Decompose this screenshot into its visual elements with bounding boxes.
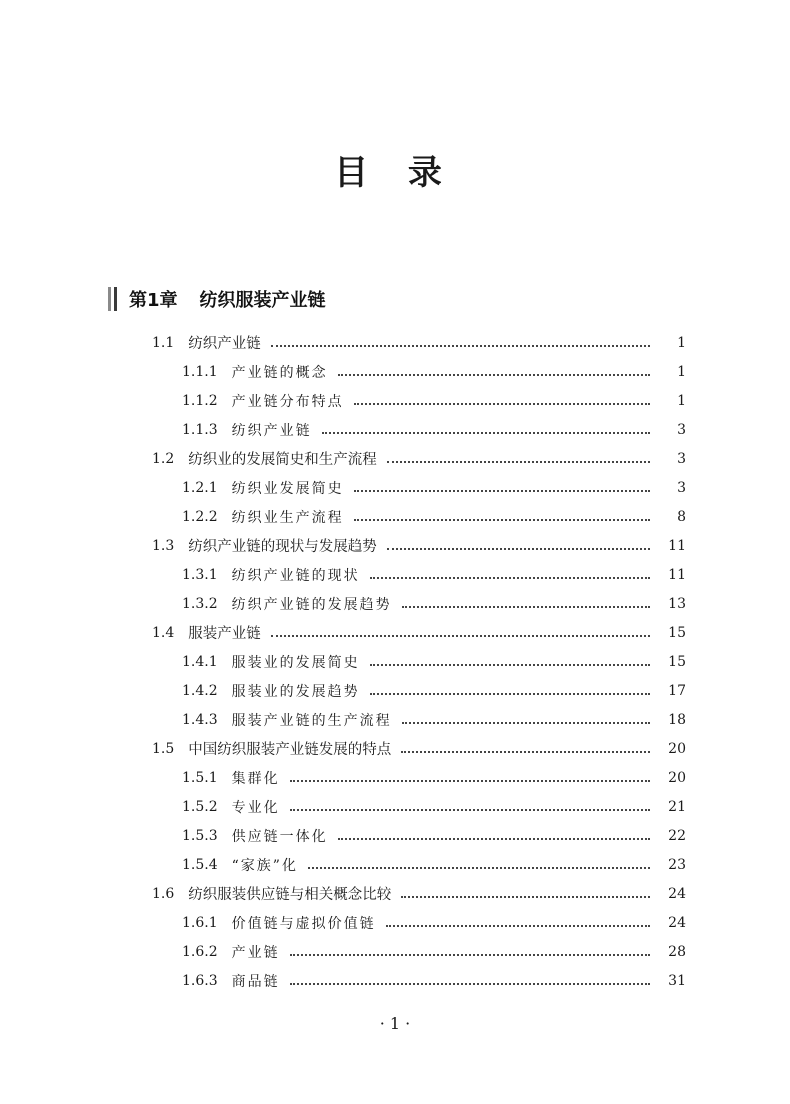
toc-entry-number: 1.2 <box>152 450 175 467</box>
toc-entry <box>0 589 790 618</box>
toc-entry-title: 纺织产业链的现状与发展趋势 <box>188 539 377 555</box>
toc-entry-number: 1.1.3 <box>182 421 218 438</box>
toc-entry <box>0 850 790 879</box>
toc-entry-page: 3 <box>677 421 686 438</box>
toc-entry <box>0 792 790 821</box>
toc-entry-page: 17 <box>668 682 686 699</box>
table-of-contents <box>0 328 790 995</box>
toc-entry-number: 1.3.2 <box>182 595 218 612</box>
dot-leader <box>401 751 650 753</box>
toc-entry <box>0 618 790 647</box>
dot-leader <box>402 606 650 608</box>
chapter-heading <box>108 286 326 312</box>
toc-entry-page: 20 <box>668 769 686 786</box>
toc-entry-title: 服装业的发展简史 <box>231 654 360 671</box>
toc-entry-number: 1.2.2 <box>182 508 218 525</box>
toc-entry-page: 31 <box>668 972 686 989</box>
toc-entry <box>0 966 790 995</box>
toc-entry <box>0 879 790 908</box>
toc-entry-page: 1 <box>677 334 686 351</box>
toc-entry <box>0 386 790 415</box>
toc-entry <box>0 676 790 705</box>
toc-entry-title: 产业链分布特点 <box>231 393 344 410</box>
toc-entry-title: 纺织产业链的现状 <box>231 567 360 584</box>
toc-entry-page: 15 <box>668 624 686 641</box>
chapter-number: 第1章 <box>129 290 178 311</box>
toc-entry-page: 11 <box>668 537 686 554</box>
toc-entry-page: 22 <box>668 827 686 844</box>
toc-entry-number: 1.6.1 <box>182 914 218 931</box>
chapter-title: 纺织服装产业链 <box>199 290 326 311</box>
toc-entry <box>0 647 790 676</box>
toc-entry-title: 纺织业发展简史 <box>231 480 344 497</box>
dot-leader <box>290 780 650 782</box>
toc-entry-page: 24 <box>668 885 686 902</box>
dot-leader <box>370 577 650 579</box>
toc-entry-number: 1.1.2 <box>182 392 218 409</box>
toc-entry-number: 1.6.2 <box>182 943 218 960</box>
toc-entry <box>0 734 790 763</box>
toc-entry-title: 纺织产业链 <box>231 422 312 439</box>
toc-entry-number: 1.6.3 <box>182 972 218 989</box>
toc-entry-number: 1.4.3 <box>182 711 218 728</box>
page-title: 目 录 <box>334 153 456 193</box>
toc-entry-title: 商品链 <box>231 973 280 990</box>
toc-entry <box>0 763 790 792</box>
toc-entry-title: 纺织产业链 <box>188 336 261 352</box>
dot-leader <box>402 722 650 724</box>
dot-leader <box>338 374 650 376</box>
toc-entry-number: 1.5 <box>152 740 175 757</box>
toc-entry-number: 1.4.2 <box>182 682 218 699</box>
toc-entry-title: 纺织业的发展简史和生产流程 <box>188 452 377 468</box>
dot-leader <box>370 664 650 666</box>
page-number: · 1 · <box>379 1014 411 1033</box>
toc-entry <box>0 705 790 734</box>
toc-entry <box>0 821 790 850</box>
dot-leader <box>387 461 650 463</box>
toc-entry-title: 专业化 <box>231 799 280 816</box>
toc-entry-number: 1.3.1 <box>182 566 218 583</box>
toc-entry-page: 3 <box>677 450 686 467</box>
dot-leader <box>387 548 650 550</box>
toc-entry-number: 1.1 <box>152 334 175 351</box>
toc-entry <box>0 328 790 357</box>
toc-entry <box>0 502 790 531</box>
toc-entry-title: 纺织业生产流程 <box>231 509 344 526</box>
dot-leader <box>290 809 650 811</box>
toc-entry-page: 28 <box>668 943 686 960</box>
toc-entry-page: 1 <box>677 363 686 380</box>
dot-leader <box>401 896 650 898</box>
toc-entry-page: 24 <box>668 914 686 931</box>
toc-entry-number: 1.2.1 <box>182 479 218 496</box>
dot-leader <box>290 983 650 985</box>
dot-leader <box>271 635 650 637</box>
toc-entry <box>0 415 790 444</box>
toc-entry <box>0 937 790 966</box>
toc-entry <box>0 908 790 937</box>
toc-entry-title: 服装业的发展趋势 <box>231 683 360 700</box>
toc-entry-page: 8 <box>677 508 686 525</box>
toc-entry-title: 供应链一体化 <box>231 828 328 845</box>
toc-entry-page: 23 <box>668 856 686 873</box>
toc-entry-page: 13 <box>668 595 686 612</box>
dot-leader <box>370 693 650 695</box>
toc-entry-number: 1.1.1 <box>182 363 218 380</box>
toc-entry-page: 18 <box>668 711 686 728</box>
toc-entry <box>0 473 790 502</box>
dot-leader <box>354 403 650 405</box>
toc-entry-page: 1 <box>677 392 686 409</box>
toc-entry-number: 1.3 <box>152 537 175 554</box>
dot-leader <box>322 432 650 434</box>
toc-entry-title: 价值链与虚拟价值链 <box>231 915 376 932</box>
toc-entry <box>0 560 790 589</box>
toc-entry-number: 1.5.1 <box>182 769 218 786</box>
toc-entry-number: 1.6 <box>152 885 175 902</box>
toc-entry-title: 产业链的概念 <box>231 364 328 381</box>
toc-entry-page: 15 <box>668 653 686 670</box>
toc-entry-page: 3 <box>677 479 686 496</box>
chapter-marker-icon <box>108 287 117 311</box>
dot-leader <box>354 490 650 492</box>
toc-entry-title: 服装产业链的生产流程 <box>231 712 392 729</box>
toc-entry-number: 1.4.1 <box>182 653 218 670</box>
toc-entry-title: “家族”化 <box>231 857 298 874</box>
toc-entry-page: 11 <box>668 566 686 583</box>
toc-entry <box>0 444 790 473</box>
dot-leader <box>308 867 650 869</box>
toc-entry-title: 服装产业链 <box>188 626 261 642</box>
dot-leader <box>271 345 650 347</box>
toc-entry-page: 20 <box>668 740 686 757</box>
toc-entry-title: 纺织产业链的发展趋势 <box>231 596 392 613</box>
toc-entry-title: 集群化 <box>231 770 280 787</box>
dot-leader <box>290 954 650 956</box>
toc-entry-number: 1.5.4 <box>182 856 218 873</box>
toc-entry-number: 1.4 <box>152 624 175 641</box>
toc-entry-title: 中国纺织服装产业链发展的特点 <box>188 742 392 758</box>
dot-leader <box>386 925 650 927</box>
dot-leader <box>338 838 650 840</box>
toc-entry-number: 1.5.3 <box>182 827 218 844</box>
toc-entry <box>0 357 790 386</box>
toc-entry-page: 21 <box>668 798 686 815</box>
dot-leader <box>354 519 650 521</box>
toc-entry-title: 纺织服装供应链与相关概念比较 <box>188 887 392 903</box>
toc-entry <box>0 531 790 560</box>
toc-entry-title: 产业链 <box>231 944 280 961</box>
toc-entry-number: 1.5.2 <box>182 798 218 815</box>
